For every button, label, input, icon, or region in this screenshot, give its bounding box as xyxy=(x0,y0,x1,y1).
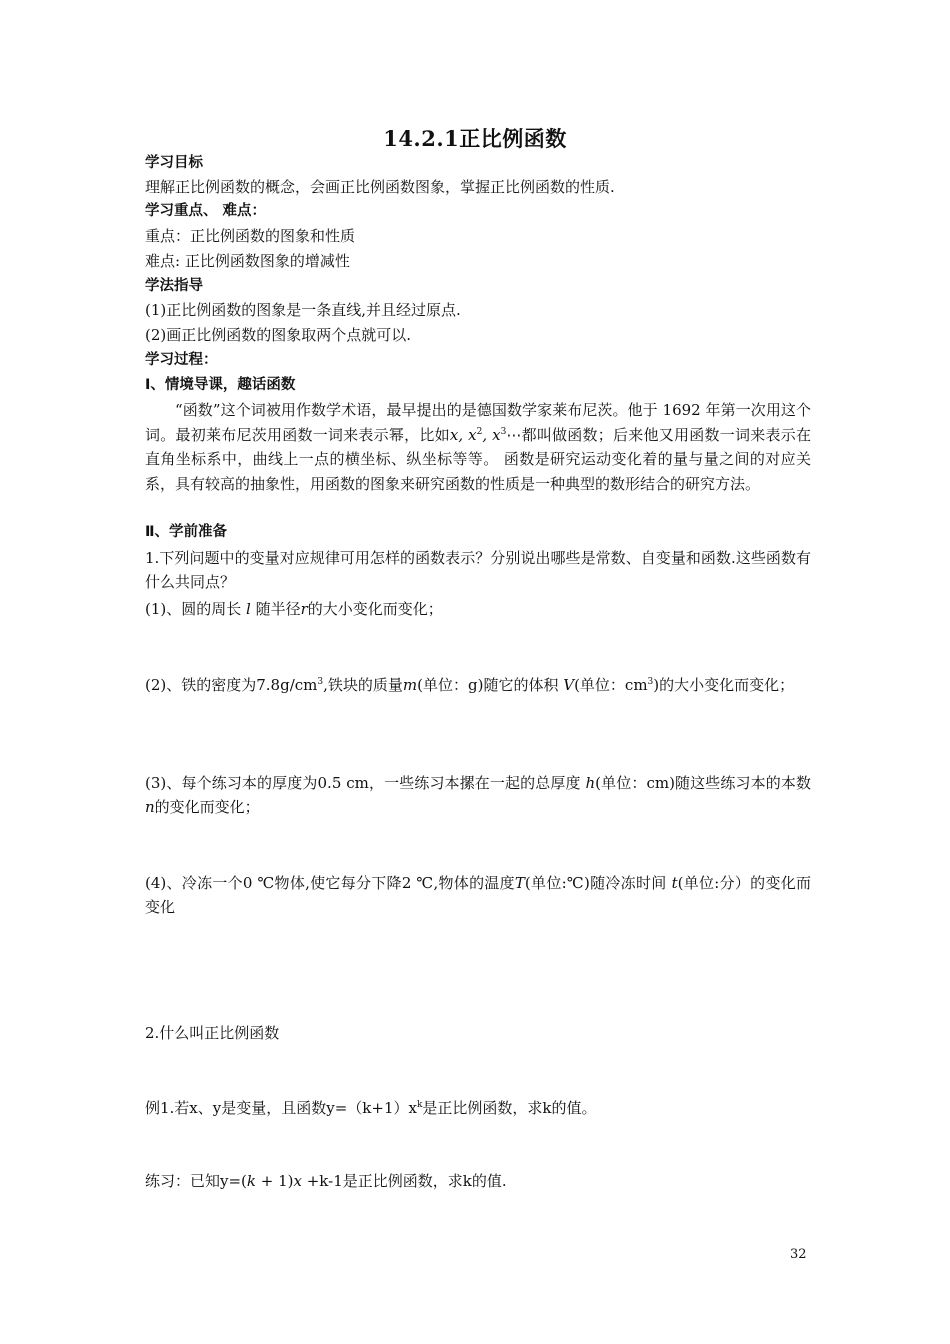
example-text-a: 例1.若x、y是变量，且函数y=（k+1）x xyxy=(145,1099,417,1117)
q1-3-text-a: (3)、每个练习本的厚度为0.5 cm，一些练习本摞在一起的总厚度 xyxy=(145,774,586,792)
question-1-item-3 xyxy=(145,771,811,819)
var-h: h xyxy=(585,774,596,792)
var-x: x xyxy=(293,1172,302,1190)
question-1-item-1 xyxy=(145,597,443,621)
q1-2-sup2: 3 xyxy=(647,677,654,687)
method-item-2: (2)画正比例函数的图象取两个点就可以. xyxy=(145,326,412,344)
question-1-item-2 xyxy=(145,673,811,697)
practice-text-a: 练习：已知y=( xyxy=(145,1172,247,1190)
section1-text-a: “函数”这个词被用作数学术语，最早提出的是德国数学家莱布尼茨。他于 1692 年第一次用这个词。最初莱布尼茨用函数一词来表示幂，比如 xyxy=(145,401,811,444)
q1-4-text-c: (单位:分）的变化而变化 xyxy=(145,874,811,916)
section2-heading: Ⅱ、学前准备 xyxy=(145,524,228,540)
var-t: t xyxy=(671,874,678,892)
math-exp-2: 2 xyxy=(476,426,483,437)
method-heading: 学法指导 xyxy=(145,278,203,294)
page-title: 14.2.1正比例函数 xyxy=(383,126,567,151)
q1-2-text-a: (2)、铁的密度为7.8g/cm xyxy=(145,676,318,694)
practice-text-c: +k-1是正比例函数，求k的值. xyxy=(301,1172,507,1190)
process-heading: 学习过程： xyxy=(145,352,218,368)
var-k: k xyxy=(246,1172,256,1190)
q1-3-text-b: (单位：cm)随这些练习本的本数 xyxy=(595,774,811,792)
example-1 xyxy=(145,1096,597,1120)
practice xyxy=(145,1169,507,1193)
example-sup: k xyxy=(416,1100,423,1110)
var-T: T xyxy=(514,874,525,892)
key-point: 重点：正比例函数的图象和性质 xyxy=(145,227,356,245)
goal-text: 理解正比例函数的概念，会画正比例函数图象，掌握正比例函数的性质. xyxy=(145,178,615,196)
section1-heading: Ⅰ、情境导课，趣话函数 xyxy=(145,377,296,393)
var-m: m xyxy=(402,676,418,694)
q1-1-text-c: 的大小变化而变化； xyxy=(307,600,443,618)
example-text-b: 是正比例函数，求k的值。 xyxy=(422,1099,597,1117)
var-v: V xyxy=(563,676,575,694)
q1-2-text-d: (单位：cm xyxy=(574,676,648,694)
q1-1-text-b: 随半径 xyxy=(250,600,301,618)
q1-1-text-a: (1)、圆的周长 xyxy=(145,600,247,618)
q1-2-text-e: )的大小变化而变化； xyxy=(653,676,795,694)
section1-paragraph xyxy=(145,398,811,496)
difficult-point: 难点: 正比例函数图象的增减性 xyxy=(145,252,350,270)
q1-4-text-a: (4)、冷冻一个0 ℃物体,使它每分下降2 ℃,物体的温度 xyxy=(145,874,515,892)
var-l: l xyxy=(246,600,251,618)
question-1: 1.下列问题中的变量对应规律可用怎样的函数表示？分别说出哪些是常数、自变量和函数.这些函数有什么共同点？ xyxy=(145,549,811,591)
q1-2-text-c: (单位：g)随它的体积 xyxy=(417,676,564,694)
var-n: n xyxy=(145,798,155,816)
question-1-item-4 xyxy=(145,871,811,919)
var-r: r xyxy=(300,600,308,618)
q1-3-text-c: 的变化而变化； xyxy=(154,798,260,816)
q1-2-text-b: ,铁块的质量 xyxy=(323,676,403,694)
goal-heading: 学习目标 xyxy=(145,155,203,171)
math-x: x, x xyxy=(449,425,477,444)
section1-text-b: ⋯都叫做函数；后来他又用函数一词来表示在直角坐标系中，曲线上一点的横坐标、纵坐标等等。 函数是研究运动变化着的量与量之间的对应关系，具有较高的抽象性，用函数的图象来研究函数的性质是一种典型的数形结合的研究方法。 xyxy=(145,425,811,493)
question-2: 2.什么叫正比例函数 xyxy=(145,1024,280,1042)
math-exp-3: 3 xyxy=(500,426,507,437)
math-sep: , x xyxy=(482,425,501,444)
key-heading: 学习重点、 难点： xyxy=(145,203,267,219)
practice-text-b: + 1) xyxy=(256,1172,294,1190)
q1-2-sup: 3 xyxy=(317,677,324,687)
q1-4-text-b: (单位:℃)随冷冻时间 xyxy=(524,874,672,892)
method-item-1: (1)正比例函数的图象是一条直线,并且经过原点. xyxy=(145,301,461,319)
page-number: 32 xyxy=(790,1247,807,1262)
